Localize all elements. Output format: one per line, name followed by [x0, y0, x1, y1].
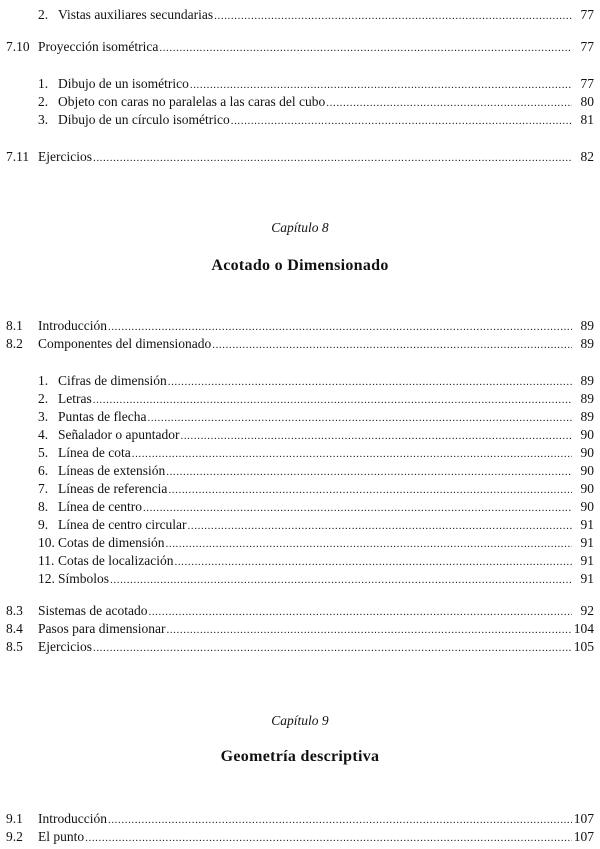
- toc-entry-title: Ejercicios: [38, 149, 92, 164]
- toc-entry-page-number: 82: [580, 149, 594, 164]
- toc-entry-page-number: 107: [573, 811, 594, 826]
- dot-leader: [132, 445, 572, 463]
- toc-entry-page-number: 107: [573, 829, 594, 844]
- toc-entry-page-number: 89: [580, 391, 594, 406]
- dot-leader: [108, 811, 572, 829]
- toc-entry-number: 10.: [38, 535, 55, 550]
- toc-entry-page-number: 90: [580, 499, 594, 514]
- toc-entry-number: 12.: [38, 571, 55, 586]
- dot-leader: [231, 112, 572, 130]
- toc-entry: [0, 111, 600, 129]
- toc-entry-number: 9.: [38, 517, 49, 532]
- toc-entry-page-number: 90: [580, 427, 594, 442]
- toc-entry: [0, 810, 600, 828]
- toc-entry-page-number: 80: [580, 94, 594, 109]
- toc-entry: [0, 390, 600, 408]
- toc-entry-title: Señalador o apuntador: [58, 427, 180, 442]
- toc-entry-title: Ejercicios: [38, 639, 92, 654]
- toc-entry-leader: [38, 620, 572, 639]
- dot-leader: [93, 391, 572, 409]
- toc-entry-number: 2.: [38, 391, 49, 406]
- dot-leader: [174, 553, 572, 571]
- toc-entry-page-number: 77: [580, 7, 594, 22]
- toc-entry: [0, 516, 600, 534]
- toc-entry-leader: [58, 408, 572, 427]
- dot-leader: [168, 373, 572, 391]
- toc-entry-leader: [58, 534, 572, 553]
- toc-entry-number: 2.: [38, 94, 49, 109]
- toc-entry-page-number: 77: [580, 39, 594, 54]
- toc-entry-leader: [38, 602, 572, 621]
- toc-entry-number: 7.10: [6, 39, 30, 54]
- toc-entry-page-number: 89: [580, 373, 594, 388]
- toc-entry-number: 8.3: [6, 603, 23, 618]
- toc-entry-leader: [58, 444, 572, 463]
- toc-entry-leader: [38, 638, 572, 657]
- dot-leader: [166, 621, 572, 639]
- toc-entry-leader: [58, 498, 572, 517]
- toc-entry: [0, 570, 600, 588]
- toc-entry: [0, 93, 600, 111]
- toc-entry-page-number: 91: [580, 571, 594, 586]
- toc-entry-number: 7.: [38, 481, 49, 496]
- toc-entry-number: 8.4: [6, 621, 23, 636]
- toc-entry-page-number: 89: [580, 409, 594, 424]
- toc-entry-title: Líneas de referencia: [58, 481, 168, 496]
- toc-entry-page-number: 91: [580, 535, 594, 550]
- toc-entry: [0, 317, 600, 335]
- dot-leader: [147, 409, 572, 427]
- toc-entry-title: El punto: [38, 829, 85, 844]
- toc-entry-title: Cotas de localización: [58, 553, 174, 568]
- toc-entry-number: 9.2: [6, 829, 23, 844]
- chapter9-label: Capítulo 9: [271, 713, 329, 728]
- toc-entry-leader: [58, 75, 572, 94]
- dot-leader: [180, 427, 572, 445]
- toc-entry-page-number: 104: [573, 621, 594, 636]
- toc-entry: [0, 148, 600, 166]
- toc-entry-title: Línea de centro: [58, 499, 142, 514]
- toc-entry-leader: [58, 516, 572, 535]
- toc-entry-leader: [38, 335, 572, 354]
- toc-entry: [0, 534, 600, 552]
- toc-entry-number: 4.: [38, 427, 49, 442]
- toc-entry-title: Sistemas de acotado: [38, 603, 148, 618]
- dot-leader: [166, 463, 572, 481]
- toc-entry-number: 11.: [38, 553, 55, 568]
- dot-leader: [188, 517, 572, 535]
- toc-entry-leader: [58, 480, 572, 499]
- toc-entry-page-number: 92: [580, 603, 594, 618]
- toc-entry-leader: [38, 317, 572, 336]
- dot-leader: [212, 336, 572, 354]
- toc-entry-number: 9.1: [6, 811, 23, 826]
- toc-entry-number: 8.2: [6, 336, 23, 351]
- dot-leader: [93, 149, 572, 167]
- toc-entry-leader: [38, 810, 572, 829]
- toc-entry-number: 6.: [38, 463, 49, 478]
- toc-entry: [0, 552, 600, 570]
- toc-entry: [0, 335, 600, 353]
- toc-entry-page-number: 89: [580, 336, 594, 351]
- dot-leader: [108, 318, 572, 336]
- toc-entry-leader: [58, 426, 572, 445]
- toc-entry-page-number: 90: [580, 445, 594, 460]
- toc-entry: [0, 480, 600, 498]
- toc-entry-title: Dibujo de un isométrico: [58, 76, 189, 91]
- toc-entry-number: 8.5: [6, 639, 23, 654]
- toc-entry-leader: [58, 111, 572, 130]
- toc-entry: [0, 462, 600, 480]
- toc-entry-number: 1.: [38, 373, 49, 388]
- dot-leader: [214, 7, 572, 25]
- toc-entry-page-number: 81: [580, 112, 594, 127]
- toc-entry-page-number: 90: [580, 481, 594, 496]
- toc-entry: [0, 828, 600, 846]
- toc-entry: [0, 620, 600, 638]
- toc-entry-title: Introducción: [38, 318, 107, 333]
- toc-entry-title: Dibujo de un círculo isométrico: [58, 112, 230, 127]
- dot-leader: [190, 76, 572, 94]
- toc-entry-title: Cotas de dimensión: [58, 535, 165, 550]
- dot-leader: [168, 481, 572, 499]
- toc-entry-leader: [58, 570, 572, 589]
- toc-entry-title: Proyección isométrica: [38, 39, 159, 54]
- dot-leader: [148, 603, 572, 621]
- toc-entry-title: Línea de centro circular: [58, 517, 187, 532]
- toc-entry: [0, 444, 600, 462]
- toc-entry-number: 3.: [38, 409, 49, 424]
- toc-entry-leader: [58, 552, 572, 571]
- dot-leader: [166, 535, 573, 553]
- toc-entry-number: 3.: [38, 112, 49, 127]
- toc-entry-page-number: 91: [580, 517, 594, 532]
- toc-entry-title: Símbolos: [58, 571, 110, 586]
- dot-leader: [93, 639, 572, 657]
- toc-entry-page-number: 90: [580, 463, 594, 478]
- toc-entry-number: 2.: [38, 7, 49, 22]
- toc-entry-page-number: 91: [580, 553, 594, 568]
- dot-leader: [143, 499, 572, 517]
- toc-entry-leader: [38, 38, 572, 57]
- toc-entry-title: Cifras de dimensión: [58, 373, 167, 388]
- dot-leader: [110, 571, 572, 589]
- toc-entry-title: Puntas de flecha: [58, 409, 147, 424]
- toc-entry: [0, 408, 600, 426]
- toc-entry-number: 7.11: [6, 149, 30, 164]
- toc-entry-page-number: 77: [580, 76, 594, 91]
- toc-entry: [0, 498, 600, 516]
- toc-entry-number: 8.: [38, 499, 49, 514]
- toc-entry-title: Letras: [58, 391, 92, 406]
- toc-entry: [0, 602, 600, 620]
- toc-entry-title: Componentes del dimensionado: [38, 336, 212, 351]
- toc-entry: [0, 75, 600, 93]
- toc-entry: [0, 426, 600, 444]
- toc-entry: [0, 372, 600, 390]
- toc-entry-leader: [58, 372, 572, 391]
- dot-leader: [85, 829, 572, 847]
- chapter9-title: Geometría descriptiva: [220, 748, 380, 765]
- toc-entry-number: 1.: [38, 76, 49, 91]
- toc-entry-leader: [58, 6, 572, 25]
- dot-leader: [159, 39, 572, 57]
- toc-entry-title: Objeto con caras no paralelas a las caras del cubo: [58, 94, 326, 109]
- chapter8-title: Acotado o Dimensionado: [211, 257, 389, 274]
- dot-leader: [326, 94, 572, 112]
- toc-entry-leader: [58, 390, 572, 409]
- toc-entry: [0, 38, 600, 56]
- toc-entry-number: 5.: [38, 445, 49, 460]
- toc-entry-title: Líneas de extensión: [58, 463, 166, 478]
- toc-entry: [0, 638, 600, 656]
- toc-entry-title: Pasos para dimensionar: [38, 621, 166, 636]
- toc-entry-number: 8.1: [6, 318, 23, 333]
- toc-entry-leader: [58, 462, 572, 481]
- toc-entry-leader: [38, 148, 572, 167]
- chapter8-label: Capítulo 8: [271, 220, 329, 235]
- toc-entry-page-number: 105: [573, 639, 594, 654]
- toc-entry: [0, 6, 600, 24]
- toc-entry-leader: [58, 93, 572, 112]
- toc-entry-page-number: 89: [580, 318, 594, 333]
- toc-entry-leader: [38, 828, 572, 847]
- toc-entry-title: Vistas auxiliares secundarias: [58, 7, 214, 22]
- toc-entry-title: Línea de cota: [58, 445, 131, 460]
- toc-entry-title: Introducción: [38, 811, 107, 826]
